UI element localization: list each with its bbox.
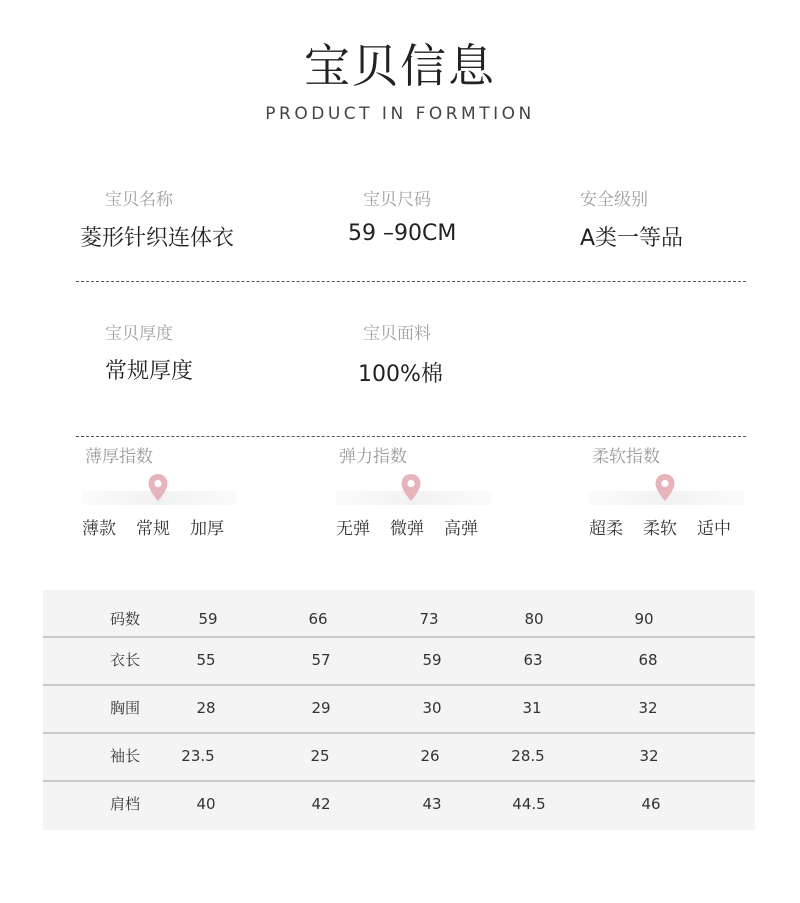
table-cell: 44.5 bbox=[512, 795, 546, 813]
table-cell: 29 bbox=[311, 699, 331, 717]
location-pin-icon bbox=[147, 473, 169, 503]
page-subtitle: PRODUCT IN FORMTION bbox=[265, 104, 535, 124]
table-cell: 59 bbox=[422, 651, 442, 669]
table-cell: 46 bbox=[641, 795, 661, 813]
name-label: 宝贝名称 bbox=[105, 190, 173, 210]
table-cell: 90 bbox=[634, 610, 654, 628]
safety-value: A类一等品 bbox=[580, 226, 684, 251]
table-cell: 28.5 bbox=[511, 747, 545, 765]
table-cell: 30 bbox=[422, 699, 442, 717]
table-row bbox=[43, 637, 755, 684]
table-cell: 55 bbox=[196, 651, 216, 669]
thickness-label: 宝贝厚度 bbox=[105, 324, 173, 344]
softness-index-title: 柔软指数 bbox=[592, 447, 660, 467]
thickness-value: 常规厚度 bbox=[105, 359, 194, 384]
elasticity-option-none: 无弹 bbox=[336, 519, 370, 539]
table-cell: 59 bbox=[198, 610, 218, 628]
table-row bbox=[43, 733, 755, 780]
table-cell: 25 bbox=[310, 747, 330, 765]
size-label: 宝贝尺码 bbox=[363, 190, 431, 210]
thickness-option-thin: 薄款 bbox=[82, 519, 116, 539]
thickness-option-regular: 常规 bbox=[136, 519, 170, 539]
table-cell: 23.5 bbox=[181, 747, 215, 765]
table-cell: 42 bbox=[311, 795, 331, 813]
elasticity-option-high: 高弹 bbox=[444, 519, 478, 539]
softness-option-super-soft: 超柔 bbox=[589, 519, 623, 539]
safety-label: 安全级别 bbox=[580, 190, 648, 210]
table-cell: 32 bbox=[638, 699, 658, 717]
table-cell: 32 bbox=[639, 747, 659, 765]
table-cell: 43 bbox=[422, 795, 442, 813]
location-pin-icon bbox=[400, 473, 422, 503]
table-cell: 68 bbox=[638, 651, 658, 669]
row-label: 码数 bbox=[109, 610, 140, 628]
softness-option-moderate: 适中 bbox=[697, 519, 731, 539]
table-cell: 63 bbox=[523, 651, 543, 669]
table-cell: 28 bbox=[196, 699, 216, 717]
table-cell: 73 bbox=[419, 610, 439, 628]
divider bbox=[76, 281, 746, 282]
table-cell: 40 bbox=[196, 795, 216, 813]
elasticity-option-slight: 微弹 bbox=[390, 519, 424, 539]
divider bbox=[76, 436, 746, 437]
name-value: 菱形针织连体衣 bbox=[80, 226, 235, 251]
row-label: 袖长 bbox=[109, 747, 140, 765]
thickness-index-title: 薄厚指数 bbox=[85, 447, 153, 467]
fabric-label: 宝贝面料 bbox=[363, 324, 431, 344]
table-cell: 26 bbox=[420, 747, 440, 765]
table-row bbox=[43, 685, 755, 732]
table-cell: 57 bbox=[311, 651, 331, 669]
page-title: 宝贝信息 bbox=[304, 39, 496, 93]
softness-option-soft: 柔软 bbox=[643, 519, 677, 539]
size-value: 59 –90CM bbox=[348, 221, 457, 246]
row-label: 胸围 bbox=[109, 699, 140, 717]
table-cell: 31 bbox=[522, 699, 542, 717]
fabric-value: 100%棉 bbox=[358, 362, 443, 387]
row-label: 肩档 bbox=[109, 795, 140, 813]
location-pin-icon bbox=[654, 473, 676, 503]
thickness-option-thick: 加厚 bbox=[190, 519, 224, 539]
elasticity-index-title: 弹力指数 bbox=[339, 447, 407, 467]
row-label: 衣长 bbox=[109, 651, 140, 669]
table-cell: 80 bbox=[524, 610, 544, 628]
table-cell: 66 bbox=[308, 610, 328, 628]
table-row bbox=[43, 781, 755, 828]
